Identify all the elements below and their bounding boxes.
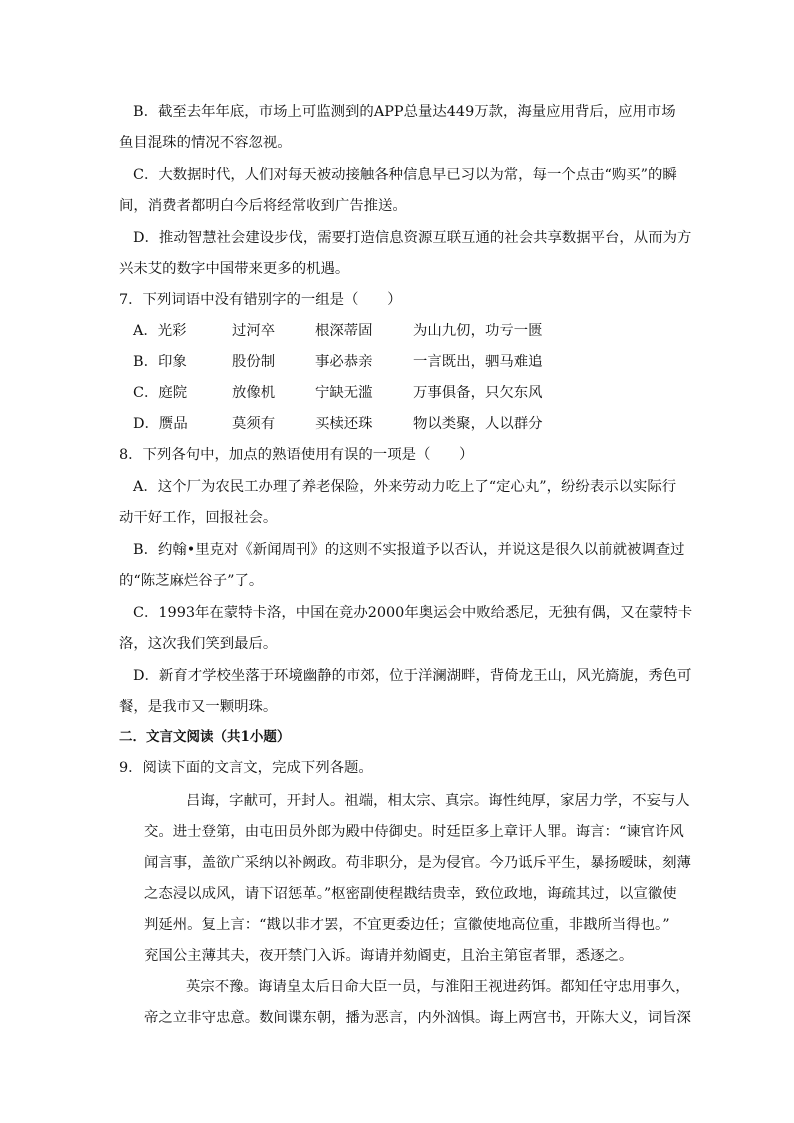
passage-p2-line2: 帝之立非守忠意。数间谍东朝，播为恶言，内外汹惧。诲上两宫书，开陈大义，词旨深 (144, 1010, 691, 1026)
q7-option-d-word3: 买椟还珠 (315, 416, 373, 432)
passage-p1-line5: 判延州。复上言：“戡以非才罢，不宜更委边任；宣徽使地高位重，非戡所当得也。” (144, 917, 670, 933)
passage-p2-line1: 英宗不豫。诲请皇太后日命大臣一员，与淮阳王视进药饵。都知任守忠用事久， (186, 979, 690, 995)
passage-p1-line4: 之态浸以成风，请下诏惩革。”枢密副使程戡结贵幸，致位政地，诲疏其过，以宣徽使 (144, 886, 677, 902)
q7-option-a-label: A．光彩 (133, 323, 187, 339)
q7-option-c-label: C．庭院 (133, 385, 188, 401)
q7-option-d-word4: 物以类聚，人以群分 (413, 416, 543, 432)
q7-option-c-word2: 放像机 (232, 385, 276, 401)
section-heading: 二．文言文阅读（共1小题） (119, 729, 291, 745)
passage-p1-line3: 闻言事，盖欲广采纳以补阙政。苟非职分，是为侵官。今乃诋斥平生，暴扬暧昧，刻薄 (144, 855, 691, 871)
q7-option-c-word3: 宁缺无滥 (315, 385, 373, 401)
q8-option-d-line2: 餐，是我市又一颗明珠。 (119, 699, 278, 715)
q7-option-d-word2: 莫须有 (232, 416, 276, 432)
q7-option-a-word3: 根深蒂固 (315, 323, 373, 339)
q9-stem: 9．阅读下面的文言文，完成下列各题。 (119, 760, 373, 776)
q8-option-c-line2: 洛，这次我们笑到最后。 (119, 636, 278, 652)
q7-option-c-word4: 万事俱备，只欠东风 (413, 385, 543, 401)
q6-option-b-line2: 鱼目混珠的情况不容忽视。 (119, 135, 292, 151)
q7-option-d-label: D．赝品 (133, 416, 188, 432)
q7-option-b-word3: 事必恭亲 (315, 354, 373, 370)
q8-option-a-line1: A．这个厂为农民工办理了养老保险，外来劳动力吃上了“定心丸”，纷纷表示以实际行 (133, 479, 677, 495)
q7-option-a-word2: 过河卒 (232, 323, 276, 339)
q7-stem: 7．下列词语中没有错别字的一组是（ ） (119, 292, 402, 308)
q7-option-b-label: B．印象 (133, 354, 187, 370)
q6-option-b-line1: B．截至去年年底，市场上可监测到的APP总量达449万款，海量应用背后，应用市场 (133, 104, 676, 120)
q6-option-c-line2: 间，消费者都明白今后将经常收到广告推送。 (119, 198, 407, 214)
passage-p1-line6: 兖国公主薄其夫，夜开禁门入诉。诲请并劾阍吏，且治主第宦者罪，悉逐之。 (144, 948, 634, 964)
q6-option-d-line1: D．推动智慧社会建设步伐，需要打造信息资源互联互通的社会共享数据平台，从而为方 (133, 230, 692, 246)
q8-option-d-line1: D．新育才学校坐落于环境幽静的市郊，位于洋澜湖畔，背倚龙王山，风光旖旎，秀色可 (133, 668, 692, 684)
q6-option-c-line1: C．大数据时代，人们对每天被动接触各种信息早已习以为常，每一个点击“购买”的瞬 (133, 167, 677, 183)
q8-option-a-line2: 动干好工作，回报社会。 (119, 510, 278, 526)
q7-option-a-word4: 为山九仞，功亏一匮 (413, 323, 543, 339)
passage-p1-line2: 交。进士登第，由屯田员外郎为殿中侍御史。时廷臣多上章讦人罪。诲言：“谏官许风 (144, 824, 684, 840)
q8-option-b-line1: B．约翰•里克对《新闻周刊》的这则不实报道予以否认，并说这是很久以前就被调查过 (133, 542, 685, 558)
passage-p1-line1: 吕诲，字献可，开封人。祖端，相太宗、真宗。诲性纯厚，家居力学，不妄与人 (186, 793, 690, 809)
q6-option-d-line2: 兴未艾的数字中国带来更多的机遇。 (119, 261, 350, 277)
q8-stem: 8．下列各句中，加点的熟语使用有误的一项是（ ） (119, 447, 474, 463)
q7-option-b-word4: 一言既出，驷马难追 (413, 354, 543, 370)
q8-option-c-line1: C．1993年在蒙特卡洛，中国在竞办2000年奥运会中败给悉尼，无独有偶，又在蒙特卡 (133, 605, 693, 621)
q7-option-b-word2: 股份制 (232, 354, 276, 370)
q8-option-b-line2: 的“陈芝麻烂谷子”了。 (119, 573, 264, 589)
